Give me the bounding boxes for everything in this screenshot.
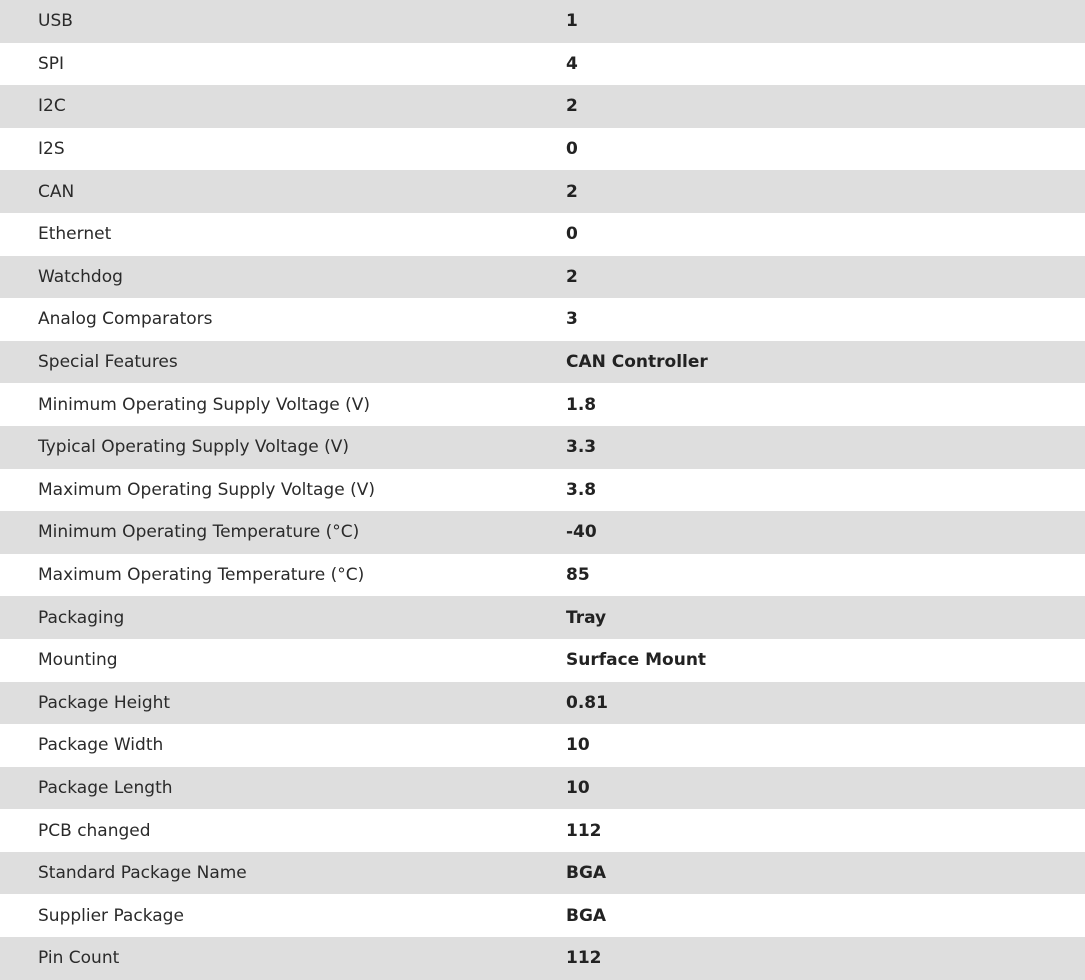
spec-label: Package Length [0, 767, 566, 810]
spec-row-standard-package-name [0, 852, 1085, 895]
spec-label: Pin Count [0, 937, 566, 980]
spec-value: 4 [566, 43, 1085, 86]
spec-label: Minimum Operating Supply Voltage (V) [0, 383, 566, 426]
spec-row-can [0, 170, 1085, 213]
spec-label: Minimum Operating Temperature (°C) [0, 511, 566, 554]
spec-row-ethernet [0, 213, 1085, 256]
spec-value: 0 [566, 128, 1085, 171]
spec-value: 85 [566, 554, 1085, 597]
spec-value: Surface Mount [566, 639, 1085, 682]
spec-row-supplier-package [0, 894, 1085, 937]
spec-label: Typical Operating Supply Voltage (V) [0, 426, 566, 469]
spec-value: 112 [566, 937, 1085, 980]
spec-row-max-supply-voltage [0, 469, 1085, 512]
spec-value: 10 [566, 724, 1085, 767]
spec-value: 0 [566, 213, 1085, 256]
spec-value: 1 [566, 0, 1085, 43]
spec-label: Packaging [0, 596, 566, 639]
spec-label: Ethernet [0, 213, 566, 256]
spec-row-special-features [0, 341, 1085, 384]
spec-row-i2c [0, 85, 1085, 128]
spec-value: 2 [566, 170, 1085, 213]
spec-value: Tray [566, 596, 1085, 639]
spec-value: CAN Controller [566, 341, 1085, 384]
spec-row-i2s [0, 128, 1085, 171]
spec-label: Watchdog [0, 256, 566, 299]
spec-label: SPI [0, 43, 566, 86]
spec-value: 112 [566, 809, 1085, 852]
spec-value: BGA [566, 894, 1085, 937]
spec-value: BGA [566, 852, 1085, 895]
spec-value: -40 [566, 511, 1085, 554]
spec-value: 2 [566, 256, 1085, 299]
spec-row-packaging [0, 596, 1085, 639]
spec-value: 3 [566, 298, 1085, 341]
spec-row-min-supply-voltage [0, 383, 1085, 426]
spec-label: Maximum Operating Supply Voltage (V) [0, 469, 566, 512]
spec-row-spi [0, 43, 1085, 86]
spec-row-mounting [0, 639, 1085, 682]
spec-label: USB [0, 0, 566, 43]
spec-row-package-width [0, 724, 1085, 767]
spec-value: 0.81 [566, 682, 1085, 725]
spec-label: I2S [0, 128, 566, 171]
spec-value: 2 [566, 85, 1085, 128]
spec-label: Supplier Package [0, 894, 566, 937]
spec-label: Standard Package Name [0, 852, 566, 895]
spec-row-watchdog [0, 256, 1085, 299]
spec-row-pin-count [0, 937, 1085, 980]
spec-label: PCB changed [0, 809, 566, 852]
spec-row-pcb-changed [0, 809, 1085, 852]
spec-row-package-height [0, 682, 1085, 725]
spec-label: Analog Comparators [0, 298, 566, 341]
spec-label: Package Height [0, 682, 566, 725]
spec-label: Special Features [0, 341, 566, 384]
spec-label: Package Width [0, 724, 566, 767]
spec-row-min-temperature [0, 511, 1085, 554]
spec-value: 10 [566, 767, 1085, 810]
spec-row-usb [0, 0, 1085, 43]
spec-label: CAN [0, 170, 566, 213]
spec-label: Mounting [0, 639, 566, 682]
spec-row-package-length [0, 767, 1085, 810]
spec-row-analog-comparators [0, 298, 1085, 341]
spec-value: 1.8 [566, 383, 1085, 426]
spec-row-max-temperature [0, 554, 1085, 597]
spec-value: 3.8 [566, 469, 1085, 512]
spec-value: 3.3 [566, 426, 1085, 469]
spec-label: Maximum Operating Temperature (°C) [0, 554, 566, 597]
spec-row-typ-supply-voltage [0, 426, 1085, 469]
spec-label: I2C [0, 85, 566, 128]
